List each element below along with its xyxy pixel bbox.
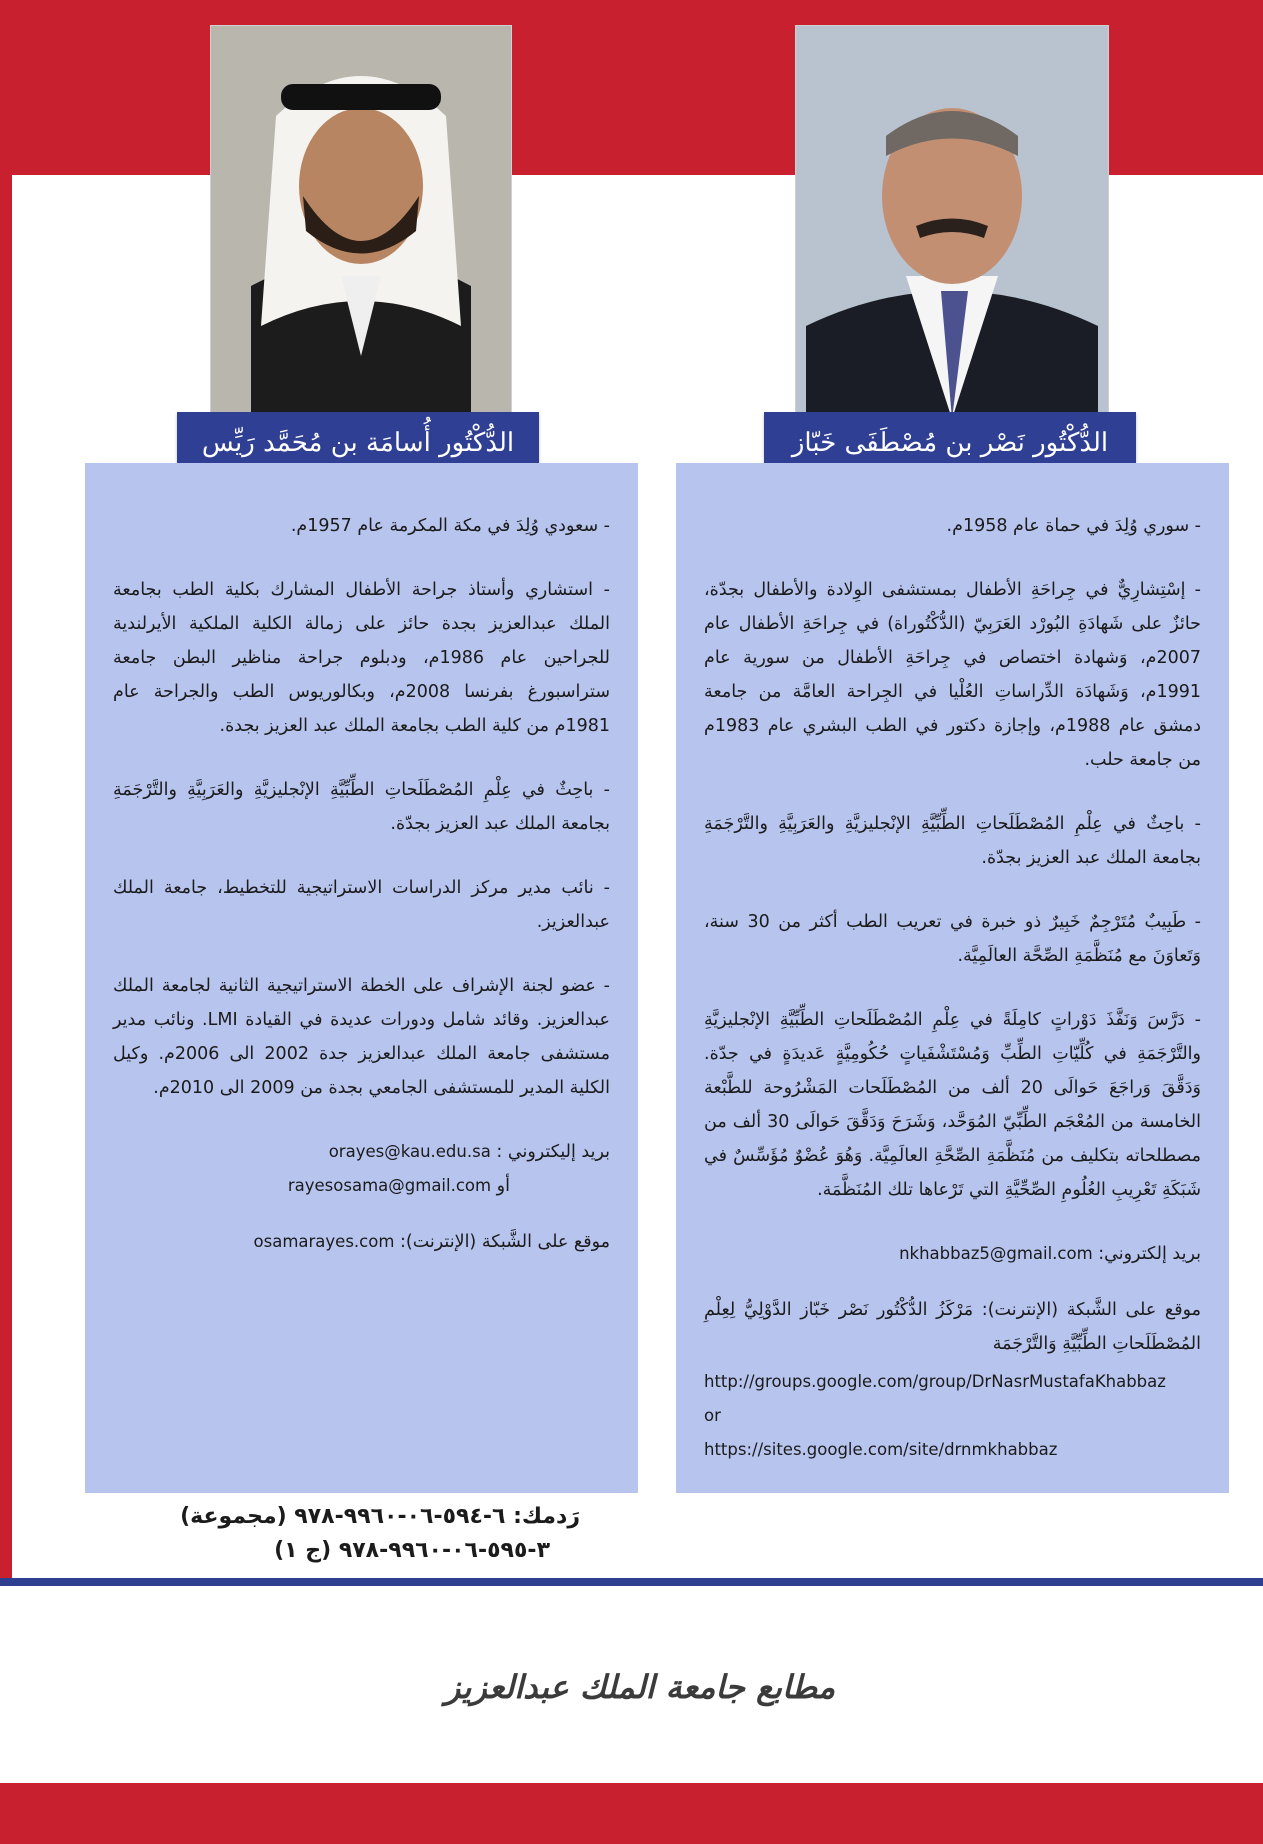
isbn-line-2: ٣-٥٩٥-٠٦-٩٩٦٠-٩٧٨ (ج ١) [274,1538,550,1563]
right-url-2[interactable]: https://sites.google.com/site/drnmkhabbaz [704,1440,1058,1459]
red-side-band [0,175,12,1580]
left-email-1[interactable]: orayes@kau.edu.sa [328,1142,491,1161]
left-bio-paragraph-5: - عضو لجنة الإشراف على الخطة الاستراتيجية الثانية لجامعة الملك عبدالعزيز. وقائد شامل ودورات عديدة في القيادة LMI. ونائب مدير مستشفى جامعة الملك عبدالعزيز جدة 2002 الى 2006م. وكيل الكلية المدير للمستشفى الجامعي بجدة من 2009 الى 2010م. [113,976,611,1098]
left-or-label: أو [496,1176,510,1196]
left-person-name-banner: الدُّكْتُور أُسامَة بن مُحَمَّد رَيِّس [177,412,539,474]
right-bio-paragraph-4: - طَبِيبٌ مُتَرْجِمٌ خَبِيرٌ ذو خبرة في تعريب الطب أكثر من 30 سنة، وَتَعاوَنَ مع مُنَظَّمَةِ الصِّحَّة العالَمِيَّة. [704,912,1201,966]
left-bio-paragraph-1: - سعودي وُلِدَ في مكة المكرمة عام 1957م. [290,516,610,536]
isbn-line-1: رَدمك: ٦-٥٩٤-٠٦-٩٩٦٠-٩٧٨ (مجموعة) [180,1504,580,1529]
left-bio-paragraph-4: - نائب مدير مركز الدراسات الاستراتيجية للتخطيط، جامعة الملك عبدالعزيز. [113,878,610,932]
red-footer-band [0,1783,1263,1844]
right-email-label: بريد إلكتروني: [1098,1244,1201,1264]
right-or-label: or [704,1406,721,1425]
left-bio-panel [85,463,638,1493]
left-email-2[interactable]: rayesosama@gmail.com [287,1176,492,1195]
left-email-row [113,1135,610,1169]
left-bio-paragraph-2: - استشاري وأستاذ جراحة الأطفال المشارك بكلية الطب بجامعة الملك عبدالعزيز بجدة حائز على زمالة الكلية الملكية الأيرلندية للجراحين عام 1986م، ودبلوم جراحة مناظير البطن جامعة ستراسبورغ بفرنسا 2008م، وبكالوريوس الطب والجراحة عام 1981م من كلية الطب بجامعة الملك عبد العزيز بجدة. [113,580,610,736]
left-email-row-2 [113,1169,510,1203]
left-portrait-photo [210,25,512,415]
left-website-label: موقع على الشَّبكة (الإنترنت): [400,1232,610,1252]
right-person-name-banner: الدُّكْتُور نَصْر بن مُصْطَفَى خَبّاز [764,412,1136,474]
right-bio-paragraph-3: - باحِثٌ في عِلْمِ المُصْطَلَحاتِ الطِّبِّيَّةِ الإنْجليزيَّةِ والعَرَبِيَّةِ والتَّرْجَمَةِ بجامعة الملك عبد العزيز بجدّة. [704,814,1201,868]
right-email-row [704,1237,1201,1271]
right-bio-panel [676,463,1229,1493]
isbn-block [100,1500,580,1568]
left-email-label: بريد إليكتروني : [496,1142,610,1162]
right-bio-paragraph-1: - سوري وُلِدَ في حماة عام 1958م. [946,516,1201,536]
right-bio-paragraph-2: - إسْتِشارِيٌّ في جِراحَةِ الأطفال بمستشفى الوِلادة والأطفال بجدّة، حائزٌ على شَهادَةِ البُورْد العَرَبِيّ (الدُّكْتُوراة) في جِراحَةِ الأطفال عام 2007م، وَشهادة اختصاص في جِراحَةِ الأطفال من سورية عام 1991م، وَشَهادَة الدِّراساتِ العُلْيا في الجِراحة العامَّة من جامعة دمشق عام 1988م، وإجازة دكتور في الطب البشري عام 1983م من جامعة حلب. [704,580,1201,770]
left-website-row [113,1225,610,1259]
left-bio-paragraph-3: - باحِثٌ في عِلْمِ المُصْطَلَحاتِ الطِّبِّيَّةِ الإنْجليزيَّةِ والعَرَبِيَّةِ والتَّرْجَمَةِ بجامعة الملك عبد العزيز بجدّة. [113,780,610,834]
right-website-label: موقع على الشَّبكة (الإنترنت): مَرْكَزُ الدُّكْتُور نَصْر خَبّاز الدَّوْلِيُّ لِعِلْمِ المُصْطَلَحاتِ الطِّبِّيَّةِ وَالتَّرْجَمَة [704,1300,1201,1354]
right-bio-paragraph-5: - دَرَّسَ وَنَفَّذَ دَوْراتٍ كامِلَةً في عِلْمِ المُصْطَلَحاتِ الطِّبِّيَّةِ الإنْجليزيَّةِ والتَّرْجَمَةِ في كُلِّيّاتِ الطِّبِّ وَمُسْتَشْفَياتٍ حُكُومِيَّةٍ عَديدَةٍ في جدّة. وَدَقَّقَ وَراجَعَ حَوالَى 20 ألف من المُصْطَلَحات المَشْرُوحة للطَّبْعة الخامسة من المُعْجَم الطِّبِّيّ المُوَحَّد، وَشَرَحَ وَدَقَّقَ حَوالَى 30 ألف من مصطلحاته بتكليف من مُنَظَّمَةِ الصِّحَّةِ العالَمِيَّة. وَهُوَ عُضْوٌ مُؤَسِّسٌ في شَبَكَةِ تَعْرِيبِ العُلُومِ الصِّحِّيَّةِ التي تَرْعاها تلك المُنَظَّمَة. [704,1010,1202,1200]
right-portrait-photo [795,25,1109,420]
left-website-link[interactable]: osamarayes.com [253,1232,395,1251]
publisher-name: مطابع جامعة الملك عبدالعزيز [444,1668,836,1706]
right-url-1[interactable]: http://groups.google.com/group/DrNasrMustafaKhabbaz [704,1372,1166,1391]
blue-divider-rule [0,1578,1263,1586]
right-email[interactable]: nkhabbaz5@gmail.com [899,1244,1093,1263]
